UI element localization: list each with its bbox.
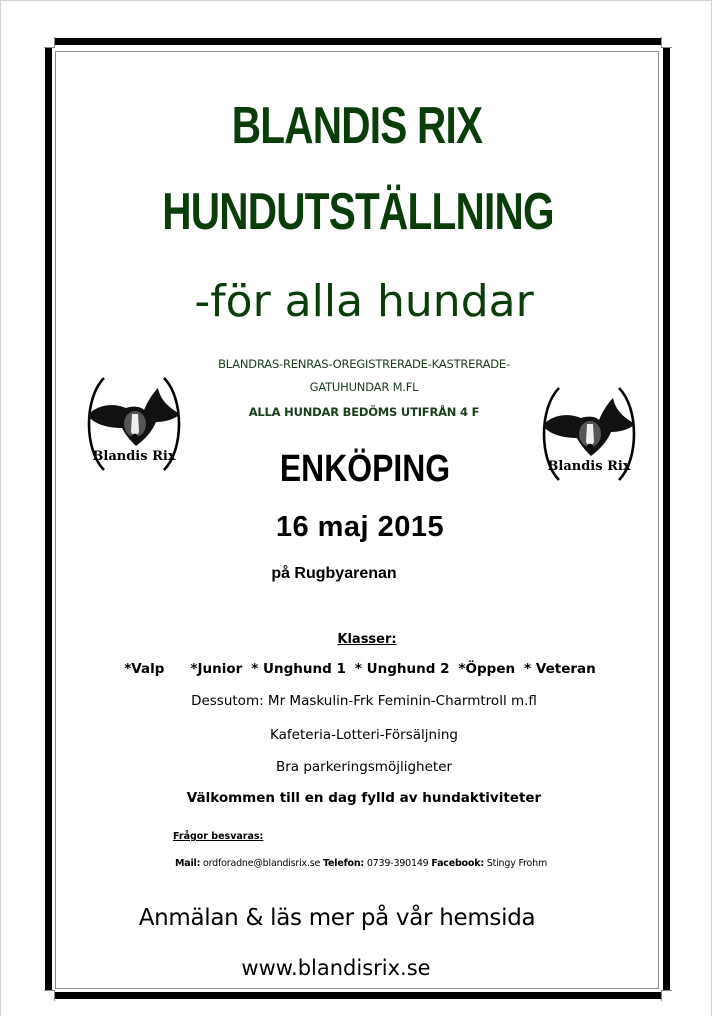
categories-line-2: GATUHUNDAR M.FL (309, 380, 419, 394)
classes-list (0, 661, 720, 677)
signup-text: Anmälan & läs mer på vår hemsida (138, 905, 536, 931)
extras-text: Dessutom: Mr Maskulin-Frk Feminin-Charmtroll m.fl (191, 693, 537, 709)
title-line-1: BLANDIS RIX (231, 97, 483, 155)
class-item: * Unghund 2 (354, 661, 450, 677)
contact-line (175, 858, 547, 869)
class-item: *Valp (124, 661, 165, 677)
welcome-text: Välkommen till en dag fylld av hundaktiviteter (186, 790, 542, 806)
subtitle: -för alla hundar (194, 276, 534, 327)
svg-text:Blandis Rix: Blandis Rix (547, 459, 631, 474)
mail-value[interactable]: ordforadne@blandisrix.se (203, 858, 321, 869)
phone-value: 0739-390149 (366, 858, 429, 869)
class-item: * Unghund 1 (251, 661, 346, 677)
questions-heading: Frågor besvaras: (173, 831, 264, 842)
frame-corner (661, 37, 672, 48)
class-item: *Junior (190, 661, 243, 677)
frame-corner (44, 37, 55, 48)
title-line-2: HUNDUTSTÄLLNING (162, 183, 554, 241)
class-item: * Veteran (524, 661, 596, 677)
classes-heading: Klasser: (337, 632, 397, 647)
svg-text:Blandis Rix: Blandis Rix (92, 449, 176, 464)
phone-label: Telefon: (323, 858, 365, 869)
class-item: *Öppen (458, 661, 516, 677)
event-venue: på Rugbyarenan (271, 565, 397, 582)
website-link[interactable]: www.blandisrix.se (241, 956, 431, 980)
event-date: 16 maj 2015 (275, 511, 445, 543)
facebook-value: Stingy Frohm (486, 858, 548, 869)
frame-corner (661, 990, 672, 1001)
amenities-text: Kafeteria-Lotteri-Försäljning (270, 727, 458, 743)
mail-label: Mail: (175, 858, 201, 869)
frame-corner (44, 990, 55, 1001)
judging-note: ALLA HUNDAR BEDÖMS UTIFRÅN 4 F (248, 405, 480, 419)
event-city: ENKÖPING (279, 448, 451, 490)
facebook-label: Facebook: (431, 858, 484, 869)
parking-text: Bra parkeringsmöjligheter (275, 759, 453, 775)
categories-line-1: BLANDRAS-RENRAS-OREGISTRERADE-KASTRERADE- (218, 357, 510, 371)
